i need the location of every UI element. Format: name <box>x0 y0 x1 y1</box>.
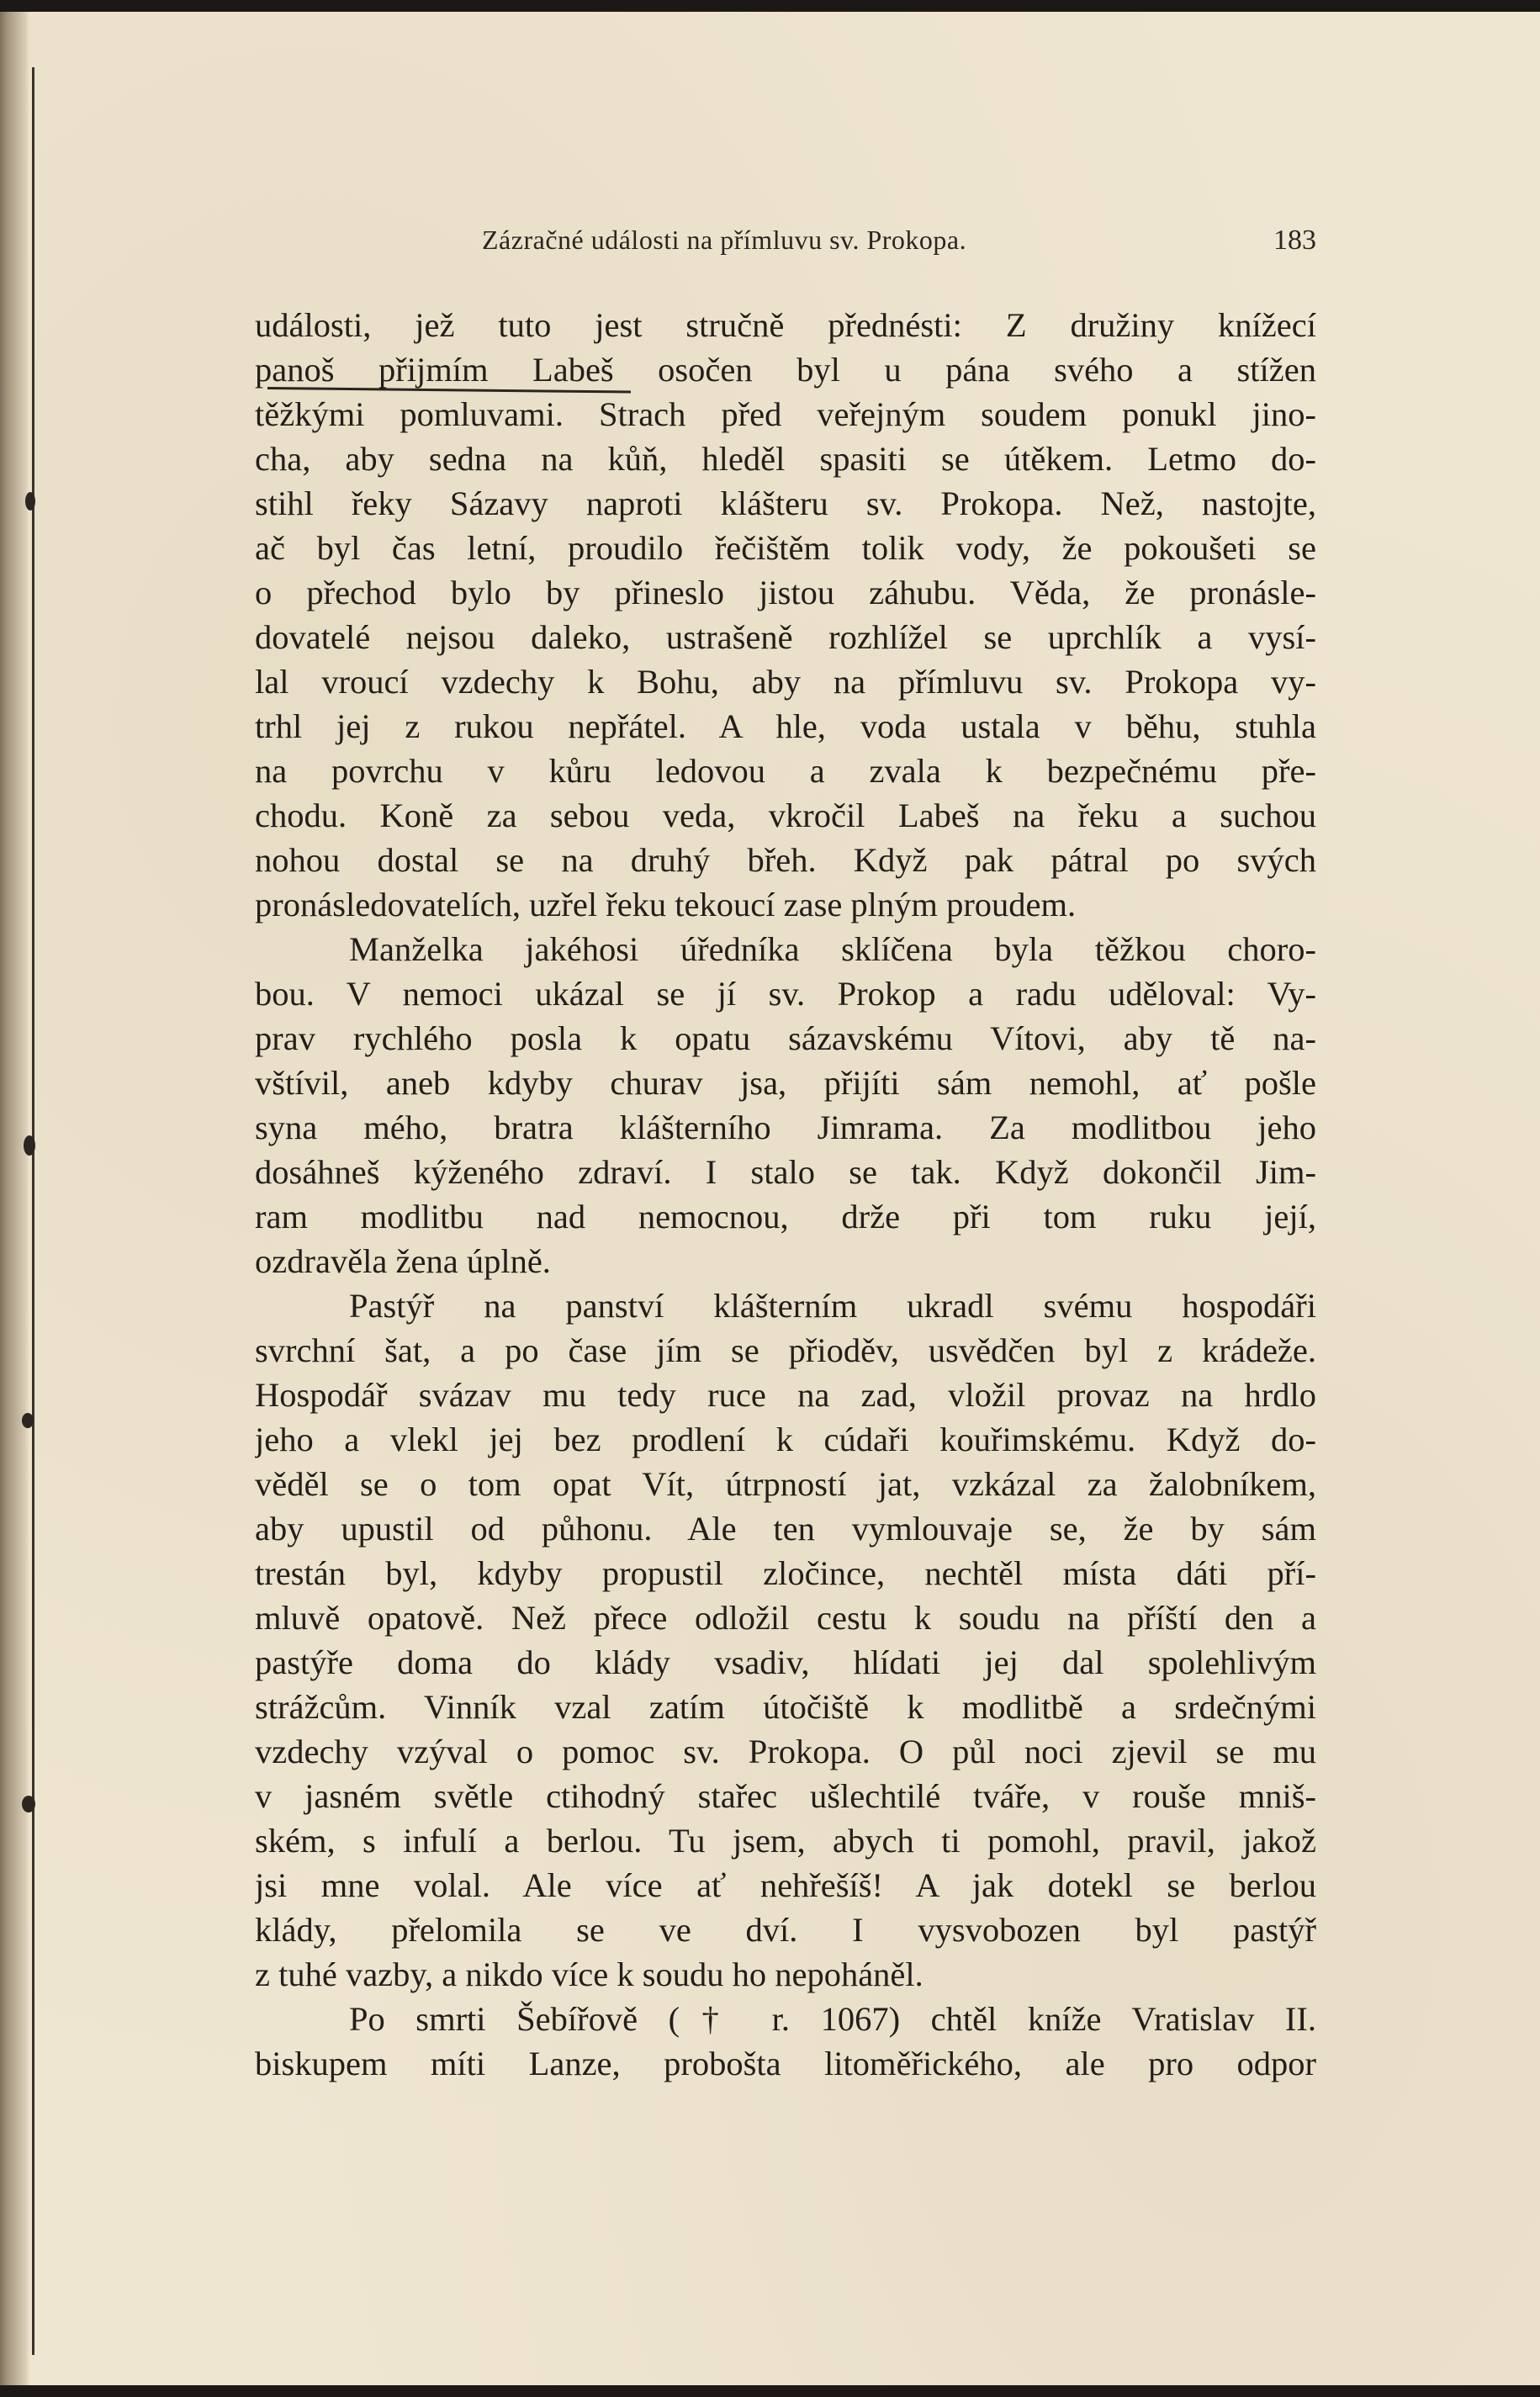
page-number: 183 <box>1273 225 1316 256</box>
text-line: věděl se o tom opat Vít, útrpností jat, vzkázal za žalobníkem, <box>255 1465 1316 1503</box>
margin-ink-mark <box>22 1413 34 1428</box>
text-line: pronásledovatelích, uzřel řeku tekoucí zase plným proudem. <box>255 886 1077 923</box>
paragraph-2 <box>255 927 1316 1283</box>
running-head: Zázračné události na přímluvu sv. Prokopa. <box>482 225 967 255</box>
text-line: strážcům. Vinník vzal zatím útočiště k modlitbě a srdečnými <box>255 1688 1316 1726</box>
text-line: mluvě opatově. Než přece odložil cestu k soudu na příští den a <box>255 1599 1316 1637</box>
text-line: biskupem míti Lanze, probošta litoměřického, ale pro odpor <box>255 2045 1316 2082</box>
text-line: o přechod bylo by přineslo jistou záhubu. Věda, že pronásle- <box>255 574 1316 611</box>
text-line: ač byl čas letní, proudilo řečištěm tolik vody, že pokoušeti se <box>255 529 1316 567</box>
paragraph-4 <box>255 1997 1316 2086</box>
text-line: těžkými pomluvami. Strach před veřejným soudem ponukl jino- <box>255 395 1316 433</box>
text-line: dosáhneš kýženého zdraví. I stalo se tak. Když dokončil Jim- <box>255 1153 1316 1191</box>
text-line: jsi mne volal. Ale více ať nehřešíš! A jak dotekl se berlou <box>255 1866 1316 1904</box>
text-line: cha, aby sedna na kůň, hleděl spasiti se útěkem. Letmo do- <box>255 440 1316 478</box>
body-text <box>255 303 1316 2086</box>
margin-ink-mark <box>22 1796 35 1812</box>
text-line: chodu. Koně za sebou veda, vkročil Labeš na řeku a suchou <box>255 796 1316 834</box>
margin-ink-mark <box>24 1135 35 1156</box>
text-line: dovatelé nejsou daleko, ustrašeně rozhlížel se uprchlík a vysí- <box>255 618 1316 656</box>
text-line: stihl řeky Sázavy naproti klášteru sv. Prokopa. Než, nastojte, <box>255 484 1316 522</box>
paragraph-3 <box>255 1283 1316 1997</box>
page-header <box>255 225 1316 262</box>
text-line: z tuhé vazby, a nikdo více k soudu ho nepoháněl. <box>255 1955 923 1993</box>
paragraph-1 <box>255 303 1316 927</box>
gutter-line <box>32 67 34 2355</box>
text-line: v jasném světle ctihodný stařec ušlechtilé tváře, v rouše mniš- <box>255 1777 1316 1815</box>
text-line: Manželka jakéhosi úředníka sklíčena byla těžkou choro- <box>349 930 1316 968</box>
text-line: panoš přijmím Labeš osočen byl u pána svého a stížen <box>255 351 1316 389</box>
text-line: ském, s infulí a berlou. Tu jsem, abych ti pomohl, pravil, jakož <box>255 1822 1316 1860</box>
text-line: lal vroucí vzdechy k Bohu, aby na přímluvu sv. Prokopa vy- <box>255 663 1316 701</box>
text-line: klády, přelomila se ve dví. I vysvobozen byl pastýř <box>255 1911 1316 1949</box>
text-line: ozdravěla žena úplně. <box>255 1242 551 1280</box>
text-line: svrchní šat, a po čase jím se přioděv, usvědčen byl z krádeže. <box>255 1331 1316 1369</box>
text-line: prav rychlého posla k opatu sázavskému Vítovi, aby tě na- <box>255 1019 1316 1057</box>
text-line: Hospodář svázav mu tedy ruce na zad, vložil provaz na hrdlo <box>255 1376 1316 1414</box>
text-line: ram modlitbu nad nemocnou, drže při tom ruku její, <box>255 1198 1316 1236</box>
text-line: nohou dostal se na druhý břeh. Když pak pátral po svých <box>255 841 1316 879</box>
scan-top-edge <box>0 0 1540 12</box>
text-line: Pastýř na panství klášterním ukradl svému hospodáři <box>349 1287 1316 1325</box>
text-line: pastýře doma do klády vsadiv, hlídati jej dal spolehlivým <box>255 1643 1316 1681</box>
text-line: na povrchu v kůru ledovou a zvala k bezpečnému pře- <box>255 752 1316 790</box>
text-line: syna mého, bratra klášterního Jimrama. Za modlitbou jeho <box>255 1109 1316 1146</box>
book-binding-gutter <box>0 12 30 2385</box>
text-line: jeho a vlekl jej bez prodlení k cúdaři kouřimskému. Když do- <box>255 1421 1316 1458</box>
text-line: události, jež tuto jest stručně přednésti: Z družiny knížecí <box>255 306 1316 344</box>
text-line: trestán byl, kdyby propustil zločince, nechtěl místa dáti pří- <box>255 1554 1316 1592</box>
text-line: bou. V nemoci ukázal se jí sv. Prokop a radu uděloval: Vy- <box>255 975 1316 1013</box>
text-line: Po smrti Šebířově († r. 1067) chtěl kníže Vratislav II. <box>349 2000 1316 2038</box>
margin-ink-mark <box>25 492 35 511</box>
text-line: vzdechy vzýval o pomoc sv. Prokopa. O půl noci zjevil se mu <box>255 1733 1316 1770</box>
text-line: vštívil, aneb kdyby churav jsa, přijíti sám nemohl, ať pošle <box>255 1064 1316 1102</box>
text-line: aby upustil od půhonu. Ale ten vymlouvaje se, že by sám <box>255 1510 1316 1548</box>
scan-bottom-edge <box>0 2385 1540 2397</box>
text-line: trhl jej z rukou nepřátel. A hle, voda ustala v běhu, stuhla <box>255 707 1316 745</box>
